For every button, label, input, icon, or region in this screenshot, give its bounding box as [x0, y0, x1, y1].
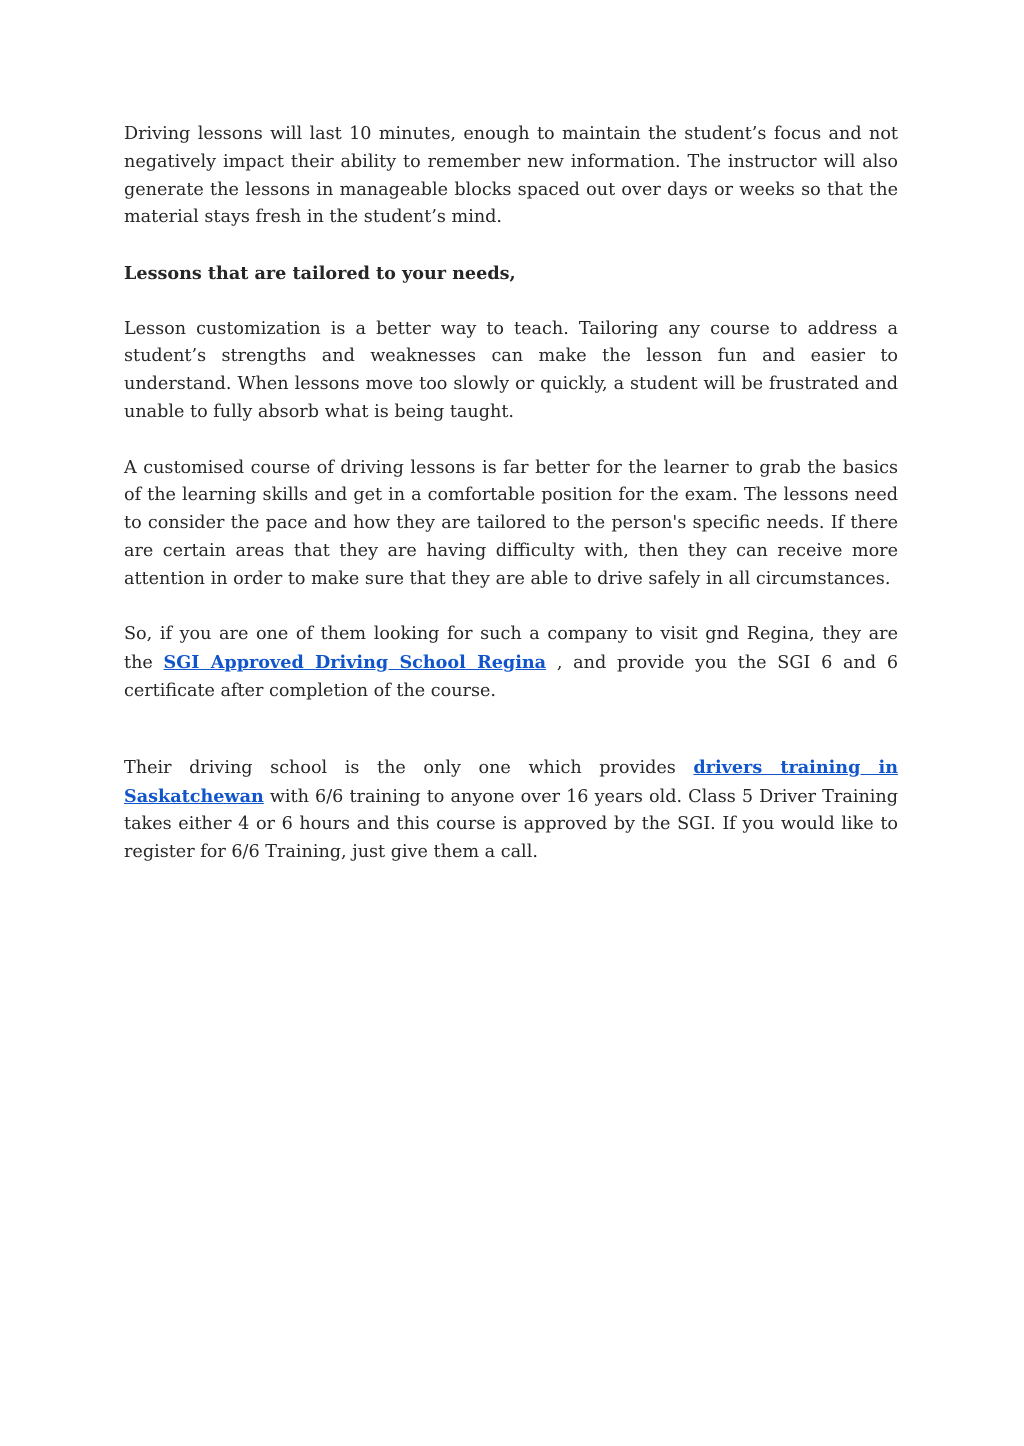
customised-course-paragraph: A customised course of driving lessons is far better for the learner to grab the basics of the learning skills and get in a comfortable position for the exam. The lessons need to consider the pace and how they are tailored to the person's specific needs. If there are certain areas that they are having difficulty with, then they can receive more attention in order to make sure that they are able to drive safely in all circumstances. — [124, 457, 898, 589]
document-page — [124, 121, 898, 867]
paragraph-text-before-link: Their driving school is the only one which provides — [124, 757, 694, 778]
paragraph-text-after-link: with 6/6 training to anyone over 16 years old. Class 5 Driver Training takes either 4 or 6 hours and this course is approved by the SGI. If you would like to register for 6/6 Training, just give them a call. — [124, 786, 898, 863]
paragraph-text-before-link: So, if you are one of them looking for such a company to visit gnd Regina, they are the — [124, 624, 898, 674]
training-paragraph — [124, 754, 898, 867]
drivers-training-saskatchewan-link[interactable]: drivers training in Saskatchewan — [124, 756, 898, 807]
paragraph-text-after-link: , and provide you the SGI 6 and 6 certificate after completion of the course. — [124, 653, 899, 701]
intro-paragraph: Driving lessons will last 10 minutes, enough to maintain the student’s focus and not negatively impact their ability to remember new information. The instructor will also generate the lessons in manageable blocks spaced out over days or weeks so that the material stays fresh in the student’s mind. — [124, 124, 898, 228]
sgi-approved-driving-school-link[interactable]: SGI Approved Driving School Regina — [163, 652, 547, 674]
customization-paragraph: Lesson customization is a better way to teach. Tailoring any course to address a student’s strengths and weaknesses can make the lesson fun and easier to understand. When lessons move too slowly or quickly, a student will be frustrated and unable to fully absorb what is being taught. — [124, 318, 898, 422]
driving-school-paragraph — [124, 621, 898, 705]
section-heading: Lessons that are tailored to your needs, — [124, 262, 516, 284]
